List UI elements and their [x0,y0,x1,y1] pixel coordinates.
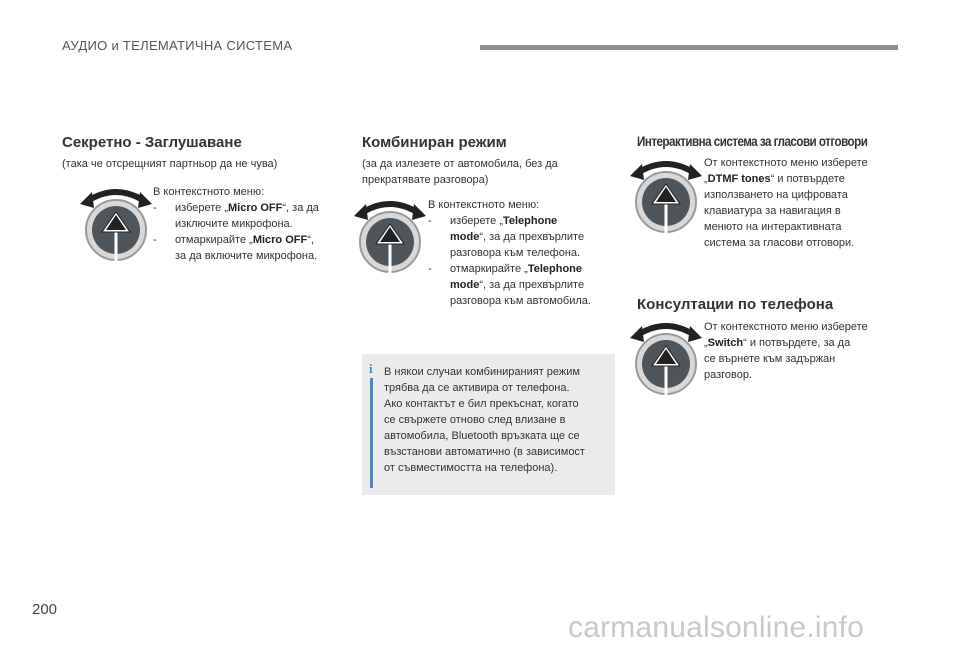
list-item: - изберете „Micro OFF“, за да изключите микрофона. [153,202,319,230]
note-accent-bar [370,378,373,488]
section-title-ivr: Интерактивна система за гласови отговори [637,134,868,149]
note-line: Ако контактът е бил прекъснат, когато [384,398,579,410]
info-icon: i [369,361,373,376]
note-line: от съвместимостта на телефона). [384,462,558,474]
header-rule [480,45,898,50]
combined-instructions [428,197,618,309]
rotary-knob-icon [630,318,702,406]
mute-instructions [153,184,343,264]
list-dash: - [428,263,432,275]
option-micro-off: Micro OFF [227,202,283,214]
page-number: 200 [32,601,58,618]
context-menu-intro: В контекстното меню: [428,199,540,211]
section-title-mute: Секретно - Заглушаване [62,134,242,151]
info-note [362,354,615,495]
note-line: трябва да се активира от телефона. [384,382,570,394]
section-subtitle-combined: (за да излезете от автомобила, без да прекратявате разговора) [362,158,558,186]
rotary-knob-icon [80,184,152,272]
rotary-knob-icon [630,156,702,244]
section-mute [62,134,242,151]
list-dash: - [153,202,157,214]
option-switch: Switch [707,337,744,349]
list-item: - отмаркирайте „Telephone mode“, за да прехвърлите разговора към автомобила. [428,263,591,307]
section-header-title: АУДИО и ТЕЛЕМАТИЧНА СИСТЕМА [62,38,293,53]
option-micro-off: Micro OFF [252,234,308,246]
watermark: carmanualsonline.info [568,611,865,644]
option-telephone-mode: Telephone [502,215,558,227]
list-dash: - [153,234,157,246]
note-line: се свържете отново след влизане в [384,414,566,426]
section-title-consultation: Консултации по телефона [637,296,834,313]
list-item: - изберете „Telephone mode“, за да прехвърлите разговора към телефона. [428,215,585,259]
section-subtitle-mute: (така че отсрещният партньор да не чува) [62,158,278,170]
note-line: автомобила, Bluetooth връзката ще се [384,430,580,442]
note-line: В някои случаи комбинираният режим [384,366,580,378]
list-dash: - [428,215,432,227]
section-title-combined: Комбиниран режим [362,134,507,151]
context-menu-intro: В контекстното меню: [153,186,265,198]
list-item: - отмаркирайте „Micro OFF“, за да включите микрофона. [153,234,318,262]
section-consultation [637,296,833,313]
option-telephone-mode: Telephone [527,263,583,275]
consultation-instructions: От контекстното меню изберете „Switch“ и потвърдете, за да се върнете към задържан разговор. [704,321,868,381]
rotary-knob-icon [354,196,426,284]
option-dtmf-tones: DTMF tones [707,173,771,185]
note-line: възстанови автоматично (в зависимост [384,446,585,458]
section-combined [362,134,507,151]
ivr-instructions: От контекстното меню изберете „DTMF tones“ и потвърдете използването на цифровата клавиатура за навигация в менюто на интерактивната система за гласови отговори. [704,157,868,249]
